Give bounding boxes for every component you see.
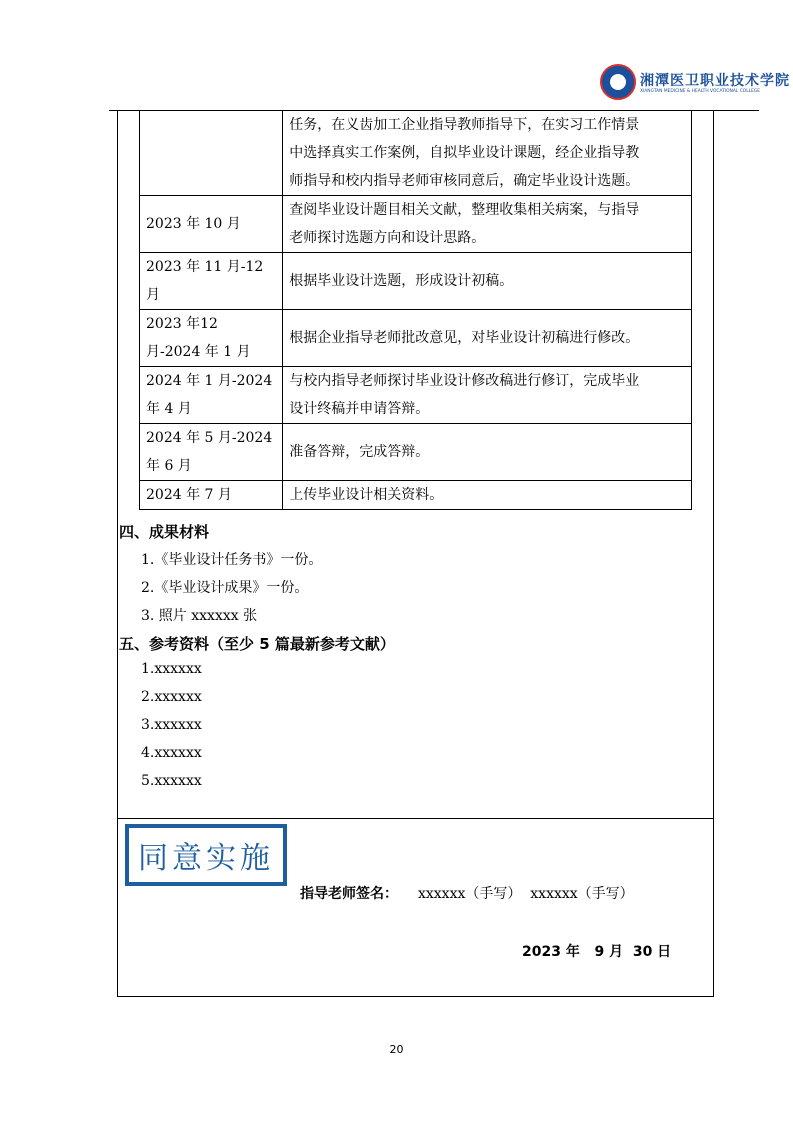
reference-item: 5.xxxxxx: [141, 773, 202, 789]
schedule-task: [283, 196, 692, 253]
schedule-row: [140, 481, 692, 510]
schedule-task-line: 老师探讨选题方向和设计思路。: [289, 230, 486, 246]
schedule-task-line: 设计终稿并申请答辩。: [289, 401, 430, 417]
schedule-date: 2024 年 7 月: [140, 481, 283, 510]
section4-item: 1.《毕业设计任务书》一份。: [141, 552, 323, 568]
schedule-date: 2023 年12 月-2024 年 1 月: [140, 310, 283, 367]
schedule-row: [140, 310, 692, 367]
schedule-task-line: 根据毕业设计选题，形成设计初稿。: [289, 273, 514, 289]
school-name-en: XIANGTAN MEDICINE & HEALTH VOCATIONAL COLLEGE: [640, 89, 761, 94]
school-name: 湘潭医卫职业技术学院: [640, 73, 790, 89]
schedule-row: [140, 424, 692, 481]
schedule-task: [283, 481, 692, 510]
reference-item: 3.xxxxxx: [141, 717, 202, 733]
schedule-row: [140, 196, 692, 253]
schedule-row: [140, 367, 692, 424]
schedule-date: 2023 年 10 月: [140, 196, 283, 253]
stamp-text: 同意实施: [138, 841, 274, 876]
schedule-task: [283, 367, 692, 424]
schedule-task: [283, 253, 692, 310]
reference-item: 2.xxxxxx: [141, 689, 202, 705]
schedule-task-line: 任务，在义齿加工企业指导教师指导下，在实习工作情景: [289, 117, 640, 133]
schedule-task-line: 准备答辩，完成答辩。: [289, 444, 430, 460]
schedule-row: [140, 253, 692, 310]
schedule-task-line: 师指导和校内指导老师审核同意后，确定毕业设计选题。: [289, 173, 640, 189]
approval-stamp: [125, 824, 287, 886]
schedule-task-line: 查阅毕业设计题目相关文献，整理收集相关病案，与指导: [289, 202, 640, 218]
schedule-date: [140, 111, 283, 196]
schedule-date: 2024 年 1 月-2024 年 4 月: [140, 367, 283, 424]
school-logo: [600, 64, 790, 104]
schedule-task: [283, 111, 692, 196]
reference-item: 1.xxxxxx: [141, 661, 202, 677]
section4-item: 2.《毕业设计成果》一份。: [141, 580, 309, 596]
form-divider: [117, 818, 714, 819]
schedule-task-line: 根据企业指导老师批改意见，对毕业设计初稿进行修改。: [289, 330, 640, 346]
section4-item: 3. 照片 xxxxxx 张: [141, 608, 258, 624]
signature-label: 指导老师签名：: [300, 886, 398, 902]
schedule-table: [139, 110, 692, 510]
signature-value: xxxxxx（手写） xxxxxx（手写）: [418, 886, 634, 902]
schedule-task-line: 上传毕业设计相关资料。: [289, 487, 444, 503]
section5-title: 五、参考资料（至少 5 篇最新参考文献）: [119, 635, 395, 653]
schedule-task: [283, 310, 692, 367]
page-number: 20: [389, 1043, 404, 1056]
schedule-date: 2024 年 5 月-2024 年 6 月: [140, 424, 283, 481]
approval-date: 2023 年 9 月 30 日: [522, 944, 672, 960]
section4-title: 四、成果材料: [119, 523, 210, 541]
schedule-task-line: 中选择真实工作案例，自拟毕业设计课题，经企业指导教: [289, 145, 640, 161]
school-emblem-icon: [600, 64, 636, 100]
schedule-row: [140, 111, 692, 196]
schedule-task-line: 与校内指导老师探讨毕业设计修改稿进行修订，完成毕业: [289, 373, 640, 389]
schedule-task: [283, 424, 692, 481]
schedule-date: 2023 年 11 月-12 月: [140, 253, 283, 310]
reference-item: 4.xxxxxx: [141, 745, 202, 761]
